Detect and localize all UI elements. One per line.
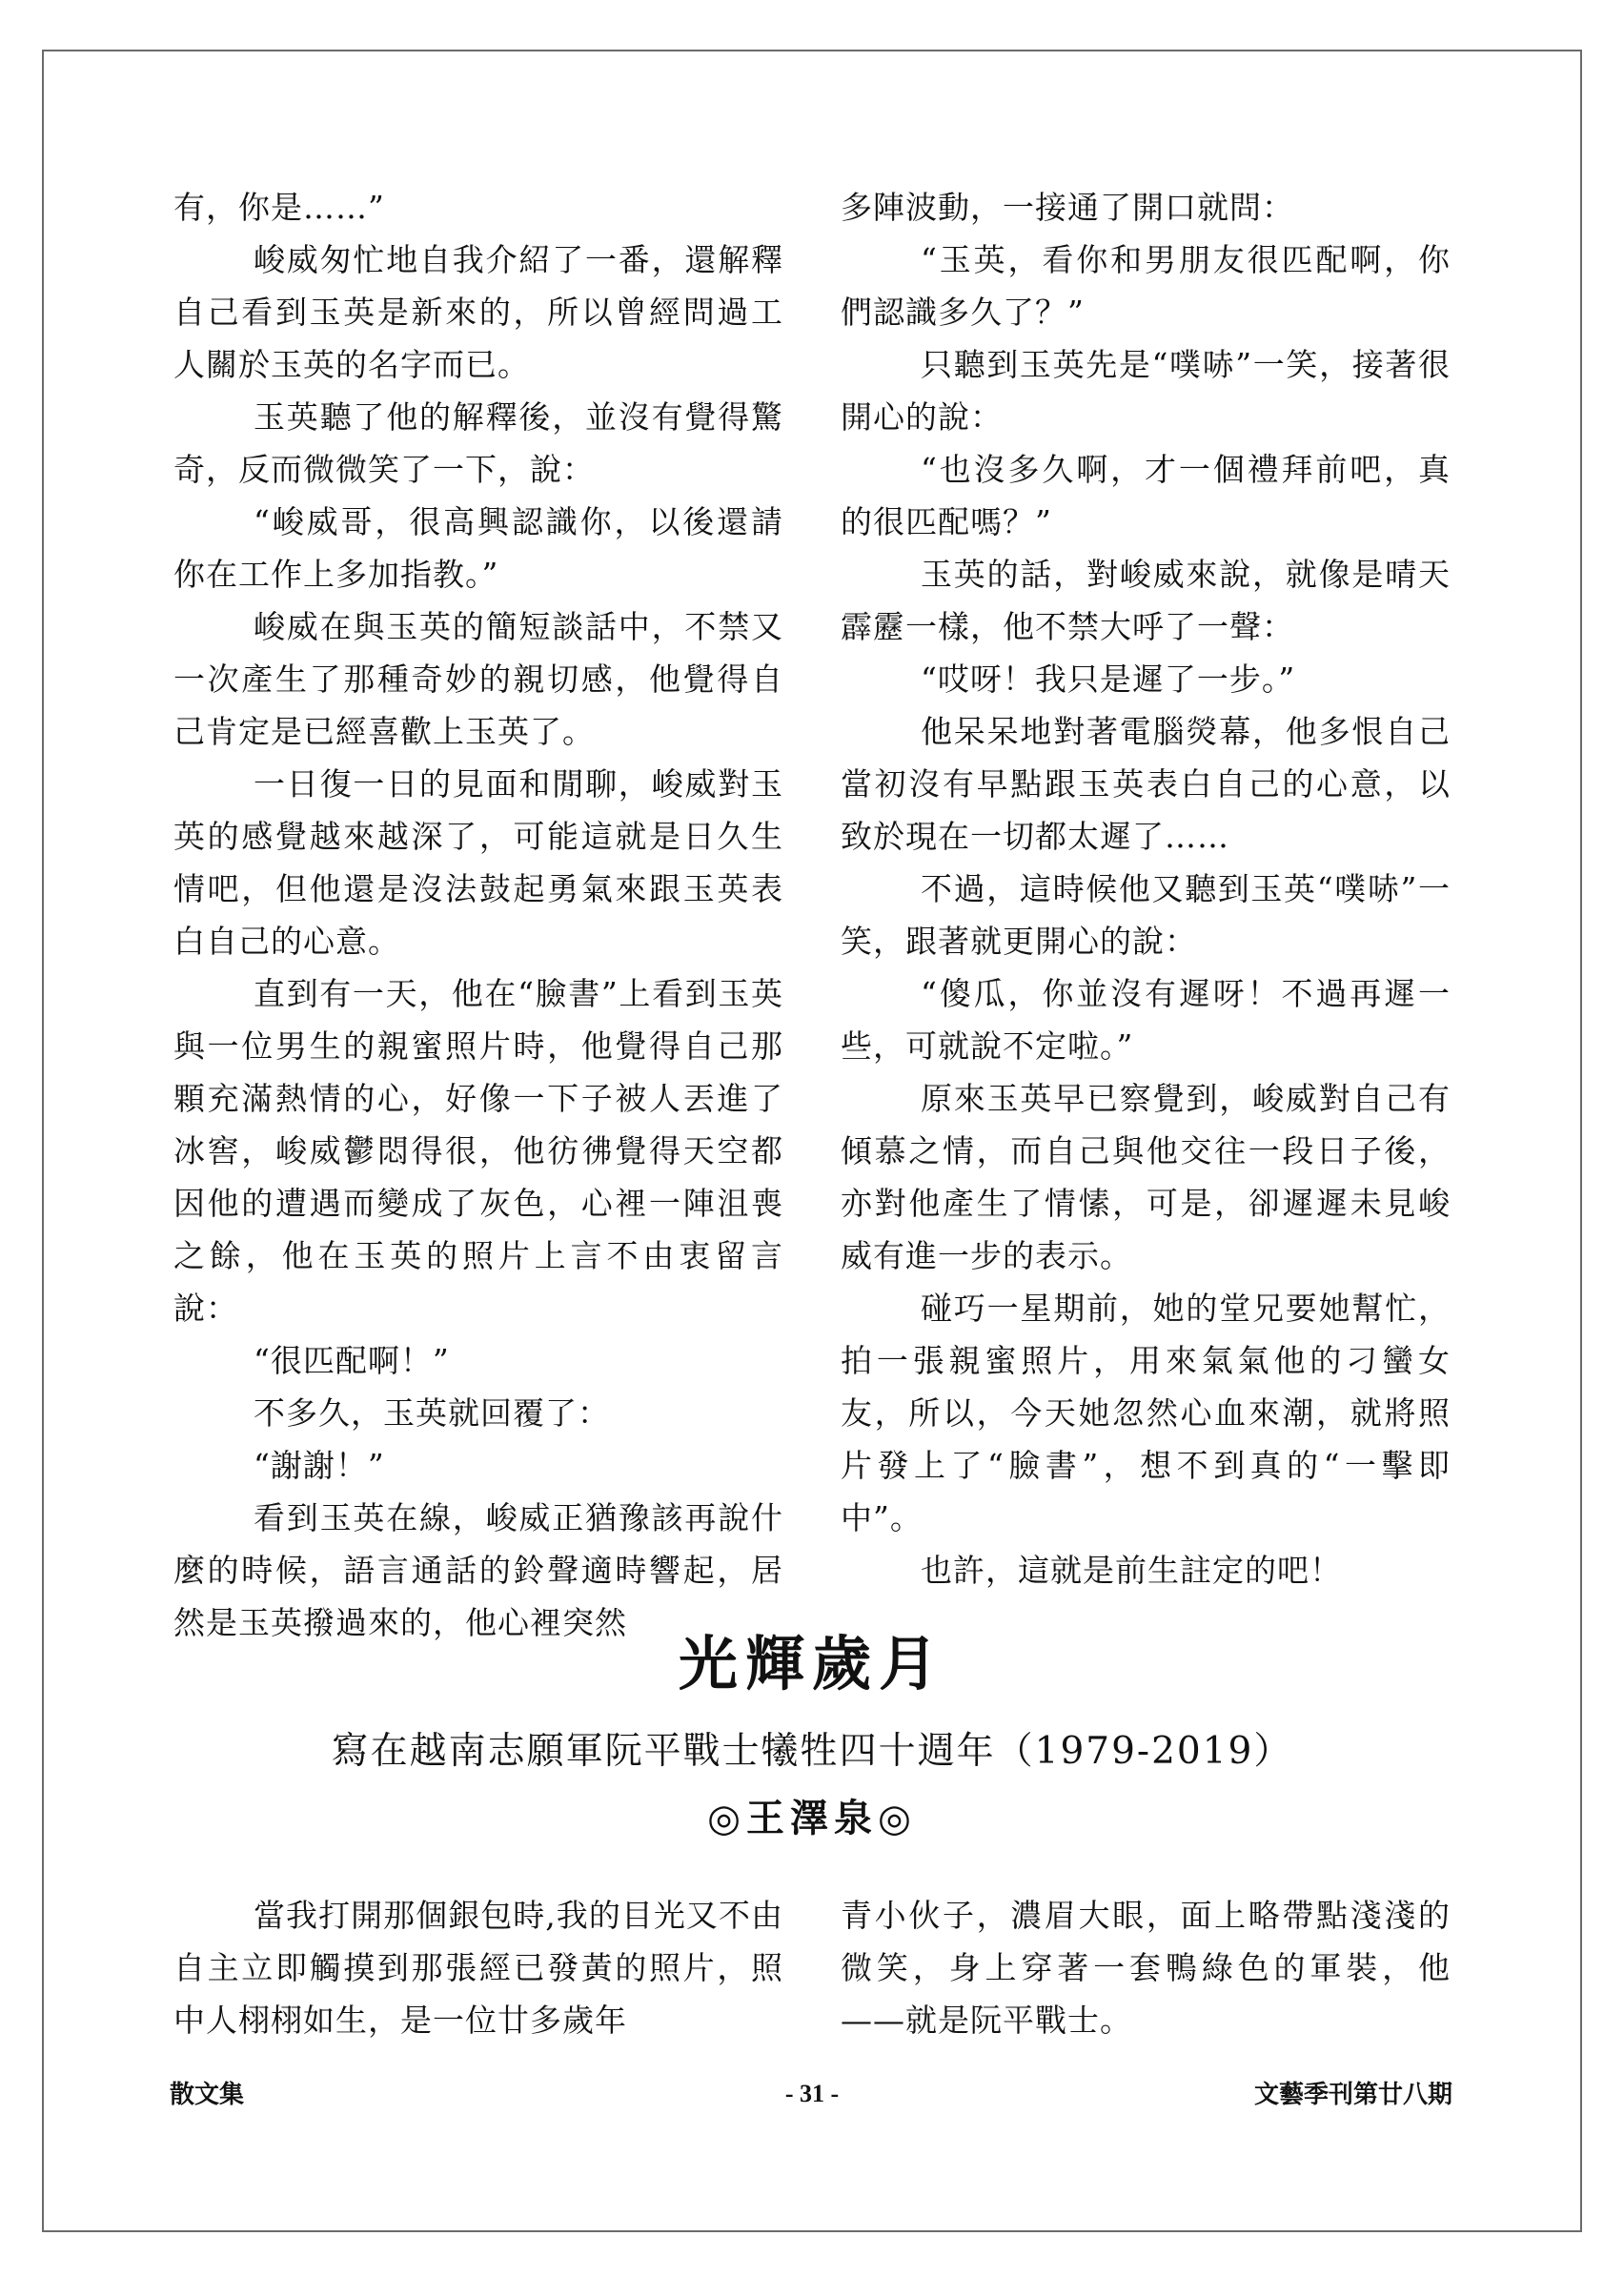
footer-section-name: 散文集 (170, 2080, 245, 2108)
paragraph: 當我打開那個銀包時,我的目光又不由自主立即觸摸到那張經已發黃的照片，照中人栩栩如生，是一位廿多歲年 (173, 1897, 783, 2039)
paragraph: 玉英的話，對峻威來說，就像是晴天霹靂一樣，他不禁大呼了一聲： (841, 556, 1451, 645)
article-title: 光輝歲月 (678, 1629, 945, 1698)
article-column-right (841, 1889, 1451, 2046)
paragraph: 直到有一天，他在“臉書”上看到玉英與一位男生的親蜜照片時，他覺得自己那顆充滿熱情的心，好像一下子被人丟進了冰窖，峻威鬱悶得很，他彷彿覺得天空都因他的遭遇而變成了灰色，心裡一陣沮喪之餘，他在玉英的照片上言不由衷留言說： (173, 975, 783, 1327)
paragraph: 青小伙子，濃眉大眼，面上略帶點淺淺的微笑，身上穿著一套鴨綠色的軍裝，他——就是阮平戰士。 (841, 1897, 1451, 2039)
paragraph: “傻瓜，你並沒有遲呀！不過再遲一些，可就說不定啦。” (841, 975, 1451, 1065)
paragraph: 也許，這就是前生註定的吧！ (921, 1552, 1342, 1589)
story-column-left (173, 181, 783, 1649)
paragraph: “很匹配啊！” (254, 1342, 450, 1379)
paragraph: 他呆呆地對著電腦熒幕，他多恨自己當初沒有早點跟玉英表白自己的心意，以致於現在一切都太遲了…… (841, 713, 1451, 855)
article-column-left (173, 1889, 783, 2046)
article-author: ◎王澤泉◎ (707, 1796, 917, 1840)
paragraph: 不多久，玉英就回覆了： (254, 1394, 610, 1432)
footer-page-number: - 31 - (784, 2080, 840, 2107)
paragraph: 不過，這時候他又聽到玉英“噗哧”一笑，跟著就更開心的說： (841, 870, 1451, 960)
paragraph: “謝謝！” (254, 1447, 385, 1484)
paragraph: 峻威匆忙地自我介紹了一番，還解釋自己看到玉英是新來的，所以曾經問過工人關於玉英的名字而已。 (173, 241, 783, 383)
paragraph: 有，你是……” (173, 189, 385, 226)
paragraph: 峻威在與玉英的簡短談話中，不禁又一次產生了那種奇妙的親切感，他覺得自己肯定是已經喜歡上玉英了。 (173, 608, 783, 750)
paragraph: “也沒多久啊，才一個禮拜前吧，真的很匹配嗎？” (841, 451, 1451, 540)
paragraph: 玉英聽了他的解釋後，並沒有覺得驚奇，反而微微笑了一下，說： (173, 398, 783, 488)
paragraph: “哎呀！我只是遲了一步。” (921, 661, 1296, 698)
paragraph: 多陣波動，一接通了開口就問： (841, 189, 1294, 226)
paragraph: 原來玉英早已察覺到，峻威對自己有傾慕之情，而自己與他交往一段日子後，亦對他產生了情愫，可是，卻遲遲未見峻威有進一步的表示。 (841, 1080, 1451, 1274)
article-subtitle: 寫在越南志願軍阮平戰士犧牲四十週年（1979-2019） (331, 1730, 1293, 1773)
paragraph: 只聽到玉英先是“噗哧”一笑，接著很開心的說： (841, 346, 1451, 436)
paragraph: 看到玉英在線，峻威正猶豫該再說什麼的時候，語言通話的鈴聲適時響起，居然是玉英撥過來的，他心裡突然 (173, 1499, 783, 1641)
paragraph: “玉英，看你和男朋友很匹配啊，你們認識多久了？” (841, 241, 1451, 331)
footer-publication: 文藝季刊第廿八期 (1253, 2080, 1452, 2108)
paragraph: “峻威哥，很高興認識你，以後還請你在工作上多加指教。” (173, 503, 783, 593)
paragraph: 一日復一日的見面和閒聊，峻威對玉英的感覺越來越深了，可能這就是日久生情吧，但他還是沒法鼓起勇氣來跟玉英表白自己的心意。 (173, 765, 783, 960)
paragraph: 碰巧一星期前，她的堂兄要她幫忙，拍一張親蜜照片，用來氣氣他的刁蠻女友，所以，今天她忽然心血來潮，就將照片發上了“臉書”，想不到真的“一擊即中”。 (841, 1290, 1451, 1536)
story-column-right (841, 181, 1451, 1596)
